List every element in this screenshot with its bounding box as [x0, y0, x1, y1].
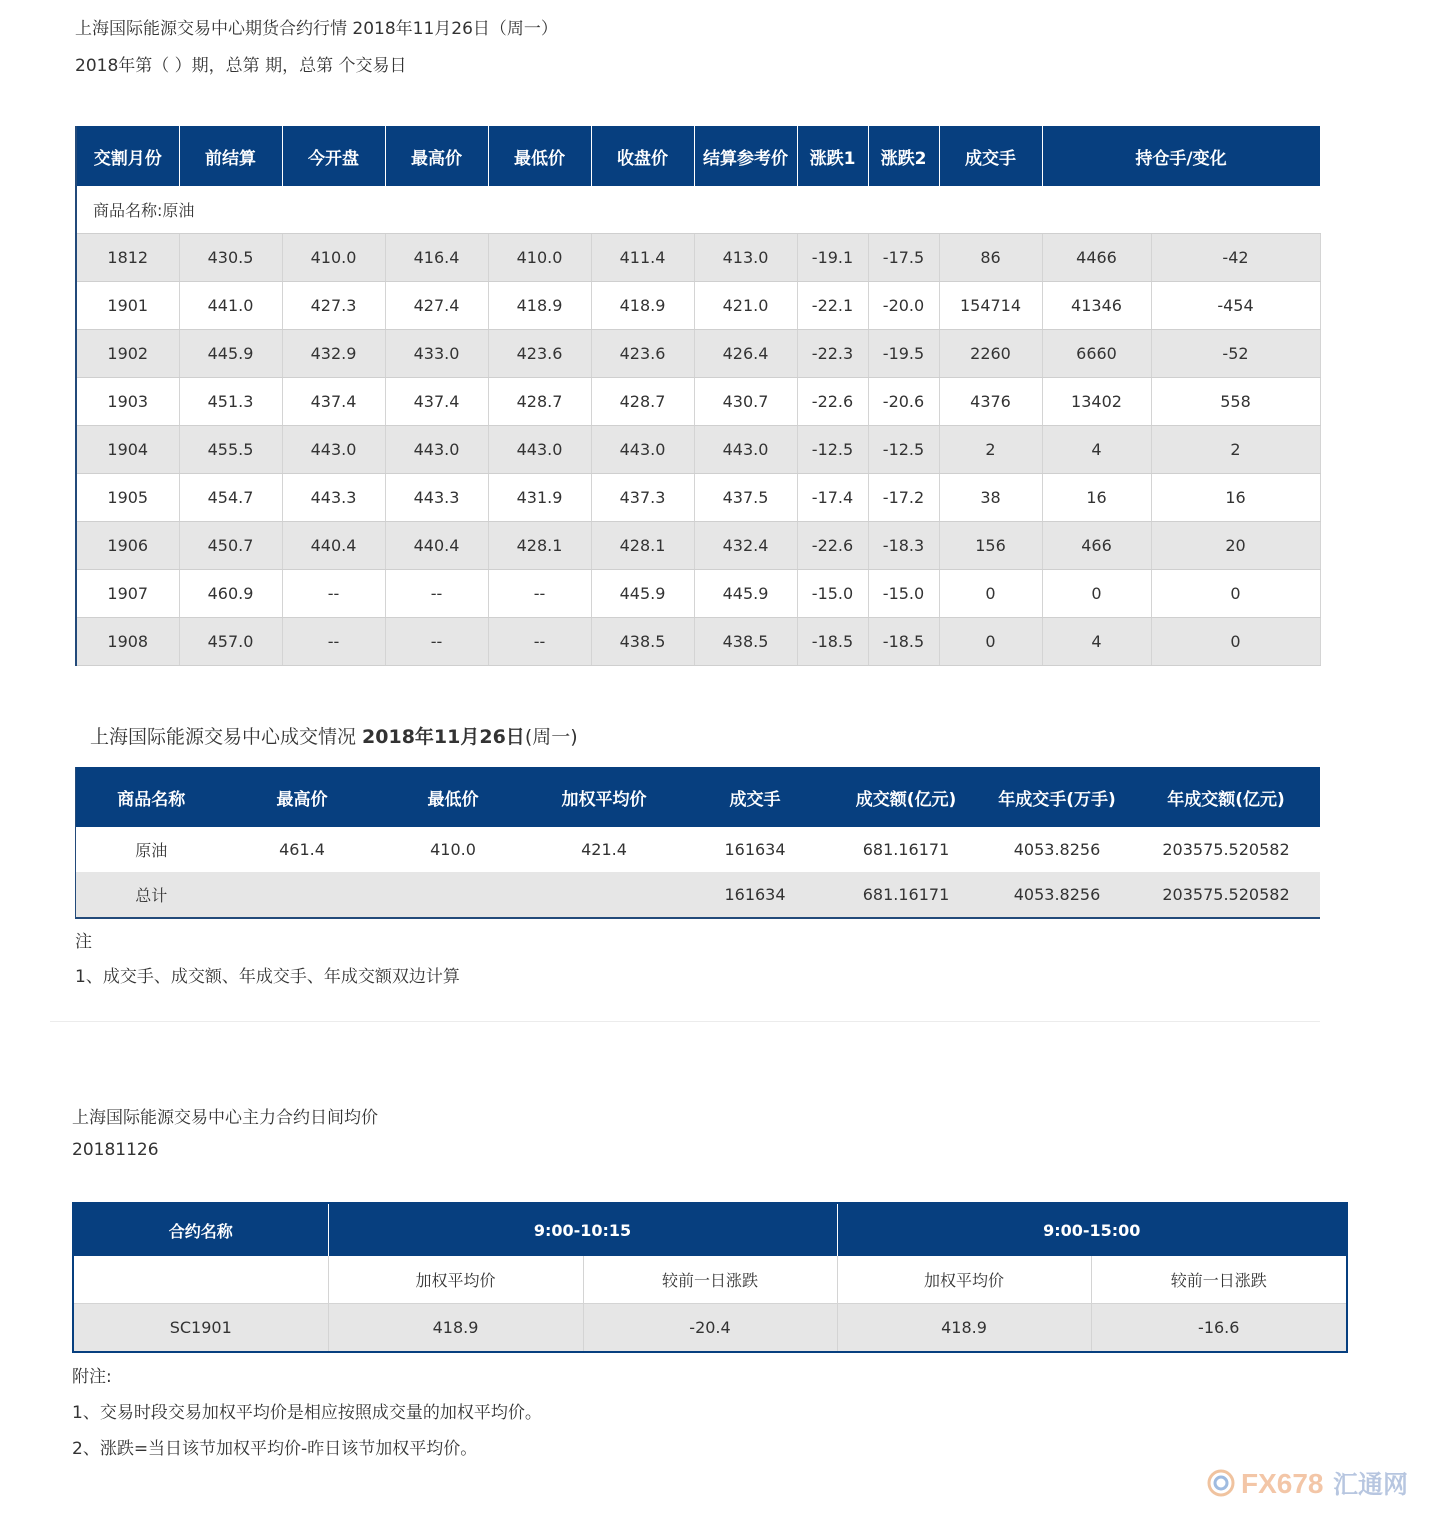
table-cell: 681.16171 [862, 840, 950, 859]
fx678-watermark [1205, 1462, 1420, 1504]
watermark-latin: FX678 [1241, 1468, 1324, 1499]
table-cell: 423.6 [591, 330, 694, 378]
table-cell: 418.9 [328, 1304, 583, 1353]
table-row [76, 522, 1320, 570]
column-header: 结算参考价 [694, 126, 797, 186]
column-header: 成交手 [939, 126, 1042, 186]
table-cell [73, 1256, 328, 1304]
watermark-cn: 汇通网 [1333, 1470, 1409, 1499]
table-cell: 16 [1151, 474, 1320, 522]
table-cell: 466 [1042, 522, 1151, 570]
table-cell: SC1901 [73, 1304, 328, 1353]
table-cell: 426.4 [694, 330, 797, 378]
sub-header-row [73, 1256, 1347, 1304]
table-cell: 443.3 [282, 474, 385, 522]
table-row [76, 570, 1320, 618]
avg-section-date: 20181126 [72, 1140, 159, 1160]
table-cell: -454 [1151, 282, 1320, 330]
table-cell: -22.6 [797, 378, 868, 426]
table-cell: 430.5 [179, 234, 282, 282]
table-cell: 441.0 [179, 282, 282, 330]
table-cell: 1904 [76, 426, 179, 474]
table-cell: -52 [1151, 330, 1320, 378]
table-cell: 437.4 [282, 378, 385, 426]
table-cell [227, 872, 378, 918]
table-cell: 451.3 [179, 378, 282, 426]
table-cell: -- [385, 618, 488, 666]
table-cell: 437.4 [385, 378, 488, 426]
table-row [73, 1304, 1347, 1353]
table-cell: 16 [1042, 474, 1151, 522]
table-cell: -15.0 [868, 570, 939, 618]
table-cell: 430.7 [694, 378, 797, 426]
table-row [76, 618, 1320, 666]
table-cell: 203575.520582 [1133, 872, 1320, 918]
table-cell: 421.0 [694, 282, 797, 330]
table-cell: 558 [1151, 378, 1320, 426]
table-cell: 161634 [724, 840, 786, 859]
table-cell: 411.4 [591, 234, 694, 282]
table-cell: 20 [1151, 522, 1320, 570]
table-cell: 4053.8256 [1013, 840, 1101, 859]
avg-section-title: 上海国际能源交易中心主力合约日间均价 [72, 1108, 378, 1128]
table-cell: 445.9 [179, 330, 282, 378]
table-cell: 437.3 [591, 474, 694, 522]
table-cell: 438.5 [694, 618, 797, 666]
table-cell: -22.3 [797, 330, 868, 378]
table-cell: 423.6 [488, 330, 591, 378]
column-header: 合约名称 [73, 1203, 328, 1256]
table-cell: 454.7 [179, 474, 282, 522]
trade-section-title [90, 722, 578, 749]
table-cell: 38 [939, 474, 1042, 522]
futures-quote-table [75, 126, 1321, 666]
table-cell: 431.9 [488, 474, 591, 522]
table-cell: 1906 [76, 522, 179, 570]
table-cell: 0 [1151, 570, 1320, 618]
table-cell: 432.9 [282, 330, 385, 378]
table-cell: 4 [1042, 426, 1151, 474]
table-cell: 418.9 [837, 1304, 1091, 1353]
table-cell: -- [385, 570, 488, 618]
table-cell: 428.7 [488, 378, 591, 426]
column-header: 最低价 [488, 126, 591, 186]
table-cell: 410.0 [430, 840, 476, 859]
trade-title-prefix: 上海国际能源交易中心成交情况 [90, 726, 363, 748]
table-cell: 443.0 [591, 426, 694, 474]
table-cell: 0 [1151, 618, 1320, 666]
avg-note-title: 附注: [72, 1367, 112, 1387]
table-row [76, 234, 1320, 282]
table-cell: 440.4 [385, 522, 488, 570]
table-cell: -19.5 [868, 330, 939, 378]
table-cell: 1905 [76, 474, 179, 522]
table-cell: -18.5 [797, 618, 868, 666]
table-cell: 445.9 [694, 570, 797, 618]
table-cell: 203575.520582 [1162, 840, 1290, 859]
table-cell: -22.1 [797, 282, 868, 330]
table-cell: -42 [1151, 234, 1320, 282]
table-cell: 418.9 [591, 282, 694, 330]
page-title: 上海国际能源交易中心期货合约行情 2018年11月26日（周一） [75, 19, 558, 39]
table-cell: -22.6 [797, 522, 868, 570]
table-cell: 0 [1042, 570, 1151, 618]
sub-header: 较前一日涨跌 [1091, 1256, 1347, 1304]
table-cell: -18.3 [868, 522, 939, 570]
table-row [76, 827, 1320, 872]
table-cell: 427.4 [385, 282, 488, 330]
table-cell: -20.6 [868, 378, 939, 426]
table-cell [529, 872, 680, 918]
column-header: 商品名称 [76, 767, 227, 827]
sub-header: 较前一日涨跌 [583, 1256, 837, 1304]
avg-note-1: 1、交易时段交易加权平均价是相应按照成交量的加权平均价。 [72, 1403, 542, 1423]
column-header: 成交手 [680, 767, 831, 827]
column-header: 成交额(亿元) [831, 767, 982, 827]
table-cell: 410.0 [488, 234, 591, 282]
table-cell: 433.0 [385, 330, 488, 378]
table-cell: 443.0 [694, 426, 797, 474]
table-cell: 4376 [939, 378, 1042, 426]
table-cell: 86 [939, 234, 1042, 282]
table-cell: 416.4 [385, 234, 488, 282]
table-cell: -12.5 [868, 426, 939, 474]
table-cell [378, 872, 529, 918]
table-cell: -15.0 [797, 570, 868, 618]
column-header: 9:00-10:15 [328, 1203, 837, 1256]
table-cell: 原油 [135, 841, 168, 860]
table-cell: 428.1 [591, 522, 694, 570]
table-cell: 总计 [76, 872, 227, 918]
table-cell: -17.2 [868, 474, 939, 522]
column-header: 9:00-15:00 [837, 1203, 1347, 1256]
category-label: 商品名称:原油 [76, 186, 1320, 234]
trade-summary-table [75, 767, 1320, 919]
table-cell: 1903 [76, 378, 179, 426]
table-cell: 154714 [939, 282, 1042, 330]
table-cell: 13402 [1042, 378, 1151, 426]
table-cell: 418.9 [488, 282, 591, 330]
column-header: 交割月份 [76, 126, 179, 186]
column-header: 收盘价 [591, 126, 694, 186]
table-cell: 413.0 [694, 234, 797, 282]
section-divider [50, 1021, 1320, 1022]
table-cell: 4053.8256 [982, 872, 1133, 918]
table-cell: 161634 [680, 872, 831, 918]
table-cell: 461.4 [279, 840, 325, 859]
column-header: 持仓手/变化 [1042, 126, 1320, 186]
column-header: 年成交手(万手) [982, 767, 1133, 827]
table-cell: 440.4 [282, 522, 385, 570]
table-cell: 1901 [76, 282, 179, 330]
table-cell: 681.16171 [831, 872, 982, 918]
column-header: 前结算 [179, 126, 282, 186]
table-cell: 432.4 [694, 522, 797, 570]
table-cell: 1902 [76, 330, 179, 378]
table-cell: 41346 [1042, 282, 1151, 330]
table-cell: -- [488, 570, 591, 618]
trade-note-1: 1、成交手、成交额、年成交手、年成交额双边计算 [75, 967, 460, 987]
table-cell: 421.4 [581, 840, 627, 859]
table-row [76, 872, 1320, 918]
table-cell: 1908 [76, 618, 179, 666]
table-cell: 443.0 [385, 426, 488, 474]
column-header: 年成交额(亿元) [1133, 767, 1320, 827]
column-header: 最低价 [378, 767, 529, 827]
trade-title-suffix: (周一) [524, 726, 578, 748]
table-cell: 427.3 [282, 282, 385, 330]
table-row [76, 426, 1320, 474]
column-header: 最高价 [227, 767, 378, 827]
table-cell: -19.1 [797, 234, 868, 282]
table-cell: 6660 [1042, 330, 1151, 378]
table-cell: 0 [939, 618, 1042, 666]
trade-note-title: 注 [75, 932, 92, 952]
fx678-logo-icon [1205, 1462, 1420, 1504]
table-cell: -- [282, 618, 385, 666]
table-row [76, 378, 1320, 426]
table-cell: -20.4 [583, 1304, 837, 1353]
table-cell: 0 [939, 570, 1042, 618]
table-cell: 2260 [939, 330, 1042, 378]
table-cell: 4 [1042, 618, 1151, 666]
column-header: 涨跌1 [797, 126, 868, 186]
trade-title-date: 2018年11月26日 [362, 726, 525, 748]
table-cell: -17.5 [868, 234, 939, 282]
table-cell: 443.3 [385, 474, 488, 522]
table-cell: 437.5 [694, 474, 797, 522]
table-cell: 1907 [76, 570, 179, 618]
table-cell: 438.5 [591, 618, 694, 666]
table-cell: 1812 [76, 234, 179, 282]
table-cell: -17.4 [797, 474, 868, 522]
column-header: 加权平均价 [529, 767, 680, 827]
table-cell: 445.9 [591, 570, 694, 618]
table-cell: -18.5 [868, 618, 939, 666]
column-header: 最高价 [385, 126, 488, 186]
table-cell: 2 [939, 426, 1042, 474]
table-cell: 4466 [1042, 234, 1151, 282]
sub-header: 加权平均价 [837, 1256, 1091, 1304]
avg-note-2: 2、涨跌=当日该节加权平均价-昨日该节加权平均价。 [72, 1439, 478, 1459]
table-row [76, 474, 1320, 522]
table-cell: 428.7 [591, 378, 694, 426]
column-header: 涨跌2 [868, 126, 939, 186]
column-header: 今开盘 [282, 126, 385, 186]
table-cell: 450.7 [179, 522, 282, 570]
table-cell: 2 [1151, 426, 1320, 474]
table-cell: -- [488, 618, 591, 666]
table-cell: 410.0 [282, 234, 385, 282]
table-header-row [76, 126, 1320, 186]
table-cell: 460.9 [179, 570, 282, 618]
table-cell: 455.5 [179, 426, 282, 474]
table-header-row [73, 1203, 1347, 1256]
table-row [76, 282, 1320, 330]
table-row [76, 330, 1320, 378]
table-cell: 428.1 [488, 522, 591, 570]
table-cell: 443.0 [282, 426, 385, 474]
table-header-row [76, 767, 1320, 827]
issue-subtitle: 2018年第（ ）期，总第 期，总第 个交易日 [75, 56, 407, 76]
main-contract-avg-table [72, 1202, 1348, 1353]
table-cell: 443.0 [488, 426, 591, 474]
sub-header: 加权平均价 [328, 1256, 583, 1304]
table-cell: 156 [939, 522, 1042, 570]
table-cell: -16.6 [1091, 1304, 1347, 1353]
table-cell: 457.0 [179, 618, 282, 666]
table-cell: -- [282, 570, 385, 618]
table-cell: -20.0 [868, 282, 939, 330]
table-cell: -12.5 [797, 426, 868, 474]
